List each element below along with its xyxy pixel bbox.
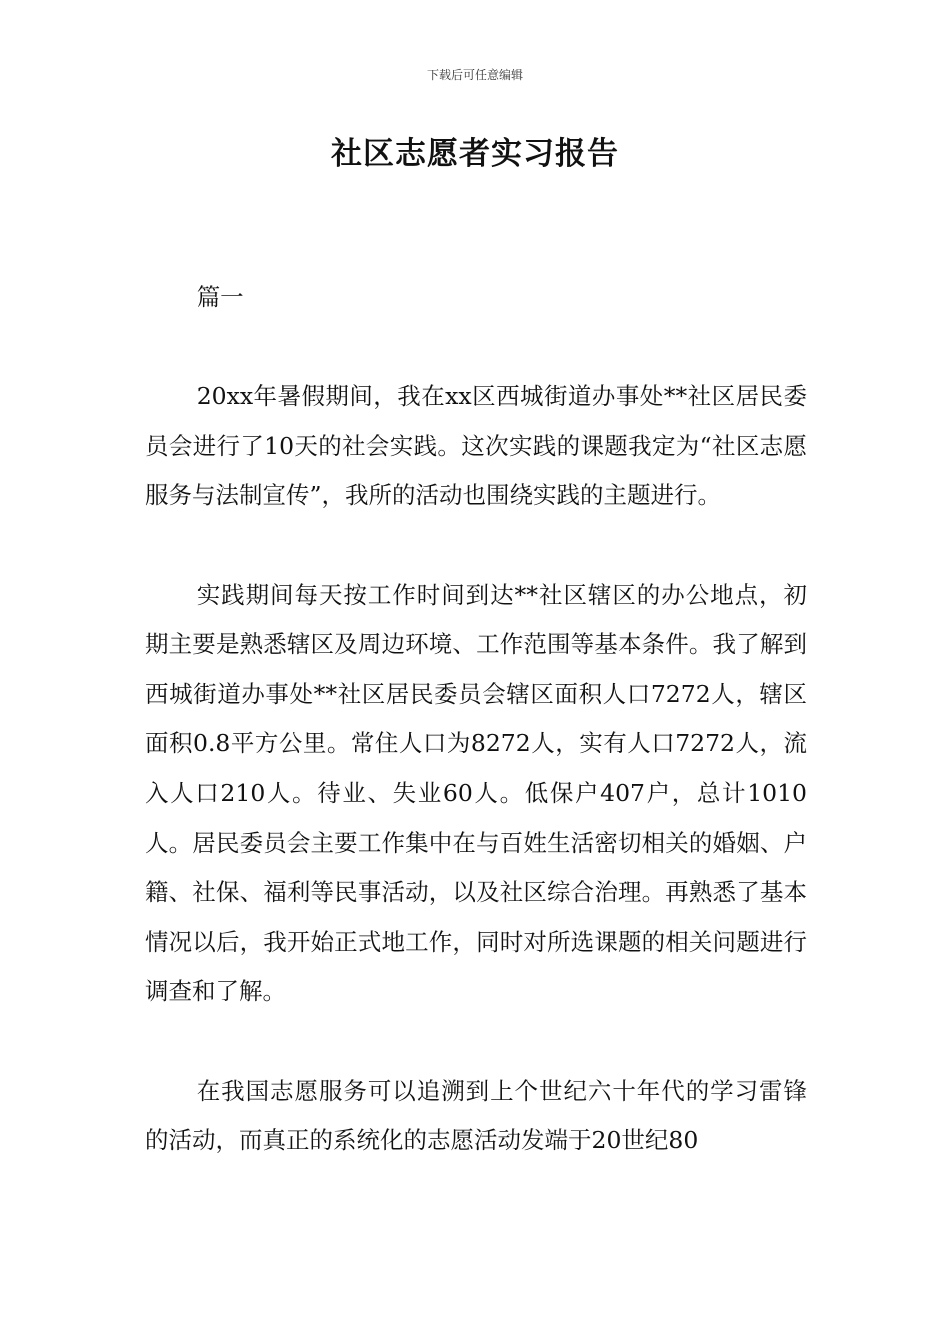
paragraph-gap <box>145 1017 807 1067</box>
section-label: 篇一 <box>196 283 244 311</box>
paragraph-gap <box>145 323 807 373</box>
document-title: 社区志愿者实习报告 <box>331 136 619 172</box>
paragraph-3: 在我国志愿服务可以追溯到上个世纪六十年代的学习雷锋的活动，而真正的系统化的志愿活动发端于20世纪80 <box>145 1076 807 1155</box>
paragraph-gap <box>145 521 807 571</box>
paragraph-2: 实践期间每天按工作时间到达**社区辖区的办公地点，初期主要是熟悉辖区及周边环境、工作范围等基本条件。我了解到西城街道办事处**社区居民委员会辖区面积人口7272人，辖区面积0.8平方公里。常住人口为8272人，实有人口7272人，流入人口210人。待业、失业60人。低保户407户，总计1010人。居民委员会主要工作集中在与百姓生活密切相关的婚姻、户籍、社保、福利等民事活动，以及社区综合治理。再熟悉了基本情况以后，我开始正式地工作，同时对所选课题的相关问题进行调查和了解。 <box>145 580 807 1006</box>
header-note: 下载后可任意编辑 <box>426 68 523 82</box>
paragraph-1: 20xx年暑假期间，我在xx区西城街道办事处**社区居民委员会进行了10天的社会实践。这次实践的课题我定为“社区志愿服务与法制宣传”，我所的活动也围绕实践的主题进行。 <box>145 382 807 510</box>
document-body <box>145 273 807 1166</box>
